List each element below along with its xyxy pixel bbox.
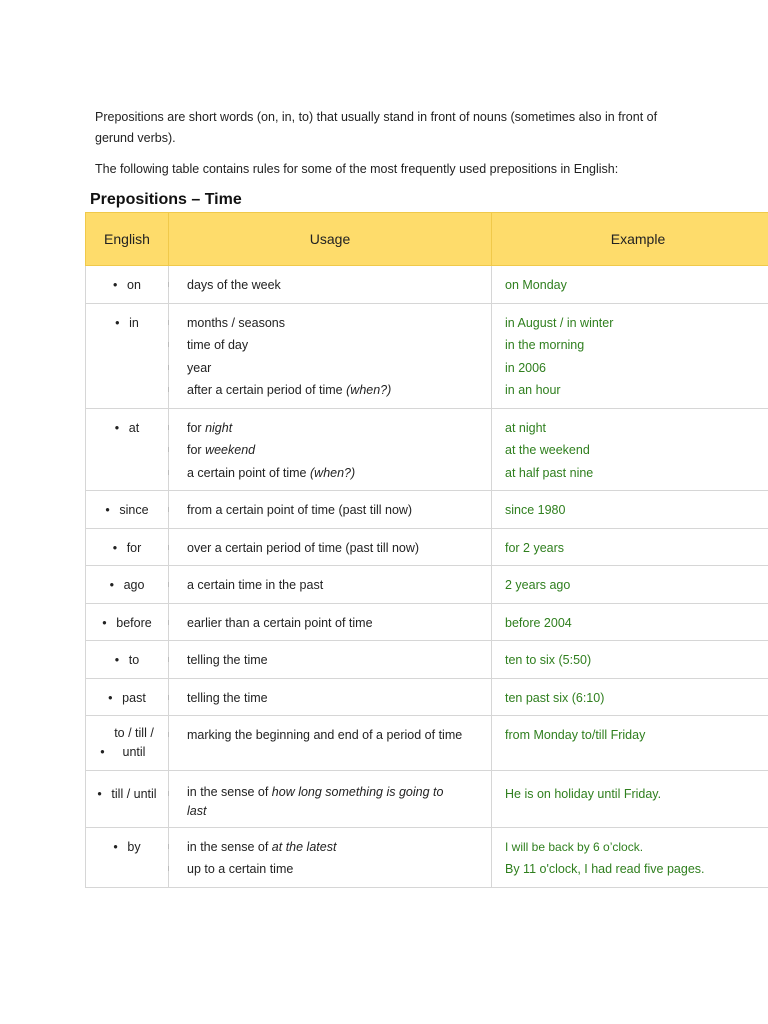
example-text: for 2 years bbox=[505, 540, 565, 555]
usage-emphasis: (when?) bbox=[310, 465, 356, 480]
usage-text: for bbox=[187, 443, 202, 457]
intro-paragraph-2: The following table contains rules for some of the most frequently used prepositions in English: bbox=[95, 162, 619, 176]
bullet-icon: • bbox=[102, 615, 107, 630]
header-example: Example bbox=[492, 213, 768, 266]
table-row bbox=[86, 566, 768, 604]
bullet-icon: • bbox=[108, 690, 113, 705]
table-row bbox=[86, 303, 768, 408]
preposition-line: until bbox=[122, 745, 146, 759]
usage-text: a certain time in the past bbox=[187, 574, 491, 597]
usage-emphasis: weekend bbox=[205, 443, 256, 457]
usage-text: earlier than a certain point of time bbox=[187, 612, 491, 635]
example-text: from Monday to/till Friday bbox=[505, 728, 646, 742]
usage-text: telling the time bbox=[187, 649, 491, 672]
intro-paragraph-1: Prepositions are short words (on, in, to) that usually stand in front of nouns (sometimes also in front of gerund verbs). bbox=[95, 110, 658, 145]
bullet-icon: • bbox=[115, 315, 120, 330]
table-row bbox=[86, 641, 768, 679]
usage-emphasis: last bbox=[187, 803, 207, 818]
table-row bbox=[86, 491, 768, 529]
table-row bbox=[86, 716, 768, 771]
usage-text: months / seasons bbox=[187, 312, 491, 335]
bullet-icon: • bbox=[112, 540, 118, 555]
preposition: on bbox=[127, 278, 141, 292]
example-text: By 11 o'clock, I had read five pages. bbox=[505, 862, 705, 876]
preposition: in bbox=[129, 315, 139, 330]
example-text: ten to six (5:50) bbox=[505, 653, 592, 667]
table-row bbox=[86, 603, 768, 641]
usage-text: in the sense of bbox=[187, 784, 269, 799]
usage-text: days of the week bbox=[187, 274, 491, 297]
usage-text: time of day bbox=[187, 334, 491, 357]
bullet-icon: • bbox=[114, 420, 120, 435]
example-text: before 2004 bbox=[505, 615, 572, 630]
example-text: since 1980 bbox=[505, 503, 566, 517]
bullet-icon: • bbox=[97, 786, 102, 801]
bullet-icon: • bbox=[105, 503, 110, 517]
bullet-icon: • bbox=[109, 578, 114, 592]
example-text: at half past nine bbox=[505, 465, 594, 480]
example-text: 2 years ago bbox=[505, 578, 571, 592]
usage-emphasis: at the latest bbox=[271, 839, 337, 854]
preposition: before bbox=[116, 615, 152, 630]
example-text: ten past six (6:10) bbox=[505, 690, 605, 705]
preposition: since bbox=[119, 503, 149, 517]
usage-line bbox=[187, 462, 491, 485]
bullet-icon: • bbox=[113, 839, 118, 854]
table-row bbox=[86, 408, 768, 491]
example-text: at the weekend bbox=[505, 443, 590, 457]
usage-text: up to a certain time bbox=[187, 858, 491, 881]
table-row bbox=[86, 827, 768, 887]
usage-text: after a certain period of time bbox=[187, 383, 343, 397]
example-text: I will be back by 6 o’clock. bbox=[505, 839, 644, 854]
table-row bbox=[86, 266, 768, 304]
usage-line bbox=[187, 783, 491, 821]
usage-text: over a certain period of time (past till now) bbox=[187, 537, 491, 560]
example-text: in 2006 bbox=[505, 360, 547, 375]
usage-emphasis: how long something is going to bbox=[271, 784, 444, 799]
section-title: Prepositions – Time bbox=[90, 191, 242, 208]
bullet-icon: • bbox=[113, 278, 118, 292]
example-text: He is on holiday until Friday. bbox=[505, 786, 662, 801]
preposition: for bbox=[126, 540, 142, 555]
usage-text: from a certain point of time (past till now) bbox=[187, 499, 491, 522]
usage-text: a certain point of time bbox=[187, 465, 307, 480]
usage-line bbox=[187, 417, 491, 440]
usage-emphasis: (when?) bbox=[346, 383, 392, 397]
table-row bbox=[86, 770, 768, 827]
bullet-icon: • bbox=[100, 745, 105, 759]
usage-emphasis: night bbox=[205, 420, 233, 435]
example-text: on Monday bbox=[505, 278, 567, 292]
preposition bbox=[114, 724, 154, 762]
bullet-icon: • bbox=[114, 653, 120, 667]
example-text: in the morning bbox=[505, 338, 585, 352]
prepositions-table bbox=[85, 212, 768, 888]
preposition: till / until bbox=[111, 786, 157, 801]
table-row bbox=[86, 678, 768, 716]
example-text: in an hour bbox=[505, 383, 561, 397]
example-text: in August / in winter bbox=[505, 315, 614, 330]
header-english: English bbox=[86, 213, 169, 266]
header-usage: Usage bbox=[169, 213, 492, 266]
usage-text: telling the time bbox=[187, 687, 491, 710]
usage-line bbox=[187, 836, 491, 859]
preposition: ago bbox=[123, 578, 145, 592]
table-row bbox=[86, 528, 768, 566]
preposition-line: to / till / bbox=[114, 726, 154, 740]
usage-text: for bbox=[187, 420, 202, 435]
preposition: to bbox=[128, 653, 140, 667]
usage-line bbox=[187, 439, 491, 462]
example-text: at night bbox=[505, 420, 547, 435]
preposition: by bbox=[127, 839, 141, 854]
preposition: at bbox=[128, 420, 140, 435]
preposition: past bbox=[122, 690, 146, 705]
usage-line bbox=[187, 379, 491, 402]
usage-text: marking the beginning and end of a period of time bbox=[187, 724, 491, 747]
table-header-row bbox=[86, 213, 768, 266]
usage-text: in the sense of bbox=[187, 839, 269, 854]
usage-text: year bbox=[187, 357, 491, 380]
